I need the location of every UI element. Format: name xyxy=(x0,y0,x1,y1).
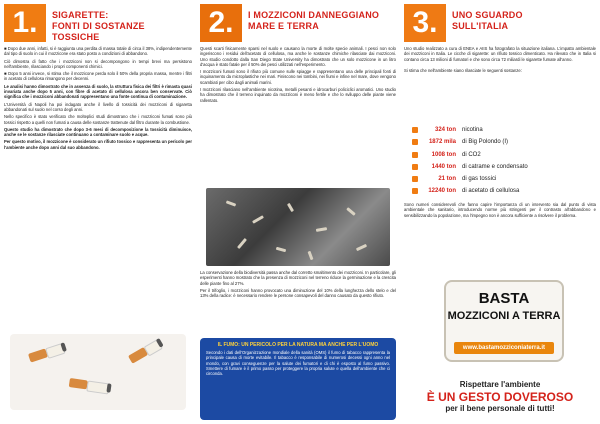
section-body xyxy=(4,46,192,152)
butts-on-ground-photo xyxy=(206,188,390,266)
column-italia xyxy=(404,4,596,420)
list-item: 12240 ton di acetato di cellulosa xyxy=(426,185,596,197)
footer-slogan xyxy=(404,380,596,414)
paragraph: Questo studio ha dimostrato che dopo 3-6 mesi di decomposizione la tossicità diminuisce, anche se le sostanze rilasciate continuano a contaminare suolo e acque. xyxy=(4,126,192,138)
intro-paragraph: Uno studio realizzato a cura di ENEA e AIIS ha fotografato la situazione italiana. L'impatto ambientale dei mozziconi in Italia. Le cicche di sigarette: un rifiuto tossico dimenticato. Ha rilevato che in Italia si contano circa 13 milioni di fumatori e che sono circa 72 miliardi le sigarette fumate all'anno. xyxy=(404,46,596,62)
column-sigarette xyxy=(4,4,192,420)
title-line-1: UNO SGUARDO xyxy=(452,10,523,20)
title-line-1: SIGARETTE: xyxy=(52,10,109,20)
title-line-2: MARE E TERRA xyxy=(248,21,319,31)
section-header-3 xyxy=(404,4,596,42)
paragraph: ■ Dopo due anni, infatti, si è raggiunta una perdita di massa totale di circa il 38%, indipendentemente dal tipo di suolo in cui il mozzicone era stato posto a condizioni di abbandono. xyxy=(4,46,192,57)
list-item: 21 ton di gas tossici xyxy=(426,173,596,185)
section-body xyxy=(404,46,596,75)
paragraph: La conservazione della biodiversità passa anche dal corretto smaltimento dei mozziconi. In particolare, gli esperimenti hanno mostrato che la presenza di mozziconi nel terreno riduce la germinazione e la crescita delle piante fino al 27%. xyxy=(200,270,396,286)
outro-body xyxy=(404,202,596,220)
paragraph: Nello specifico è stato verificato che molteplici studi dimostrano che i mozziconi fumati sono più tossici rispetto a quelli non fumati a causa delle sostanze trattenute dal filtro durante la combustione. xyxy=(4,114,192,125)
list-item: 324 ton nicotina xyxy=(426,124,596,136)
title-line-1: I MOZZICONI DANNEGGIANO xyxy=(248,10,380,20)
cigarette-butts-image xyxy=(10,334,186,410)
list-intro: Si stima che nell'ambiente siano rilasciate le seguenti sostanze: xyxy=(404,67,522,73)
slogan-line-1: Rispettare l'ambiente xyxy=(459,380,541,389)
list-item: 1008 ton di CO2 xyxy=(426,149,596,161)
paragraph: Questi scarti fisicamente sparsi nel suolo e causano la morte di molte specie animali. I pesci non solo ingeriscono i residui dell'acetato di cellulosa, ma anche le sostanze chimiche rilasciate dai mozziconi. Uno studio condotto dalla San Diego State University ha dimostrato che un solo mozzicone in un litro d'acqua è stato fatale per il 50% dei pesci utilizzati nell'esperimento. xyxy=(200,46,396,67)
substances-list xyxy=(426,124,596,198)
list-item: 1872 mila di Big Polondo (I) xyxy=(426,136,596,148)
section-header-1 xyxy=(4,4,192,42)
campaign-badge xyxy=(444,280,564,362)
section-title xyxy=(452,10,596,32)
badge-title: BASTA xyxy=(478,290,530,307)
section-header-2 xyxy=(200,4,396,42)
paragraph: L'Università di Napoli ha poi indagato anche il livello di tossicità dei mozziconi di sigaretta abbandonati sul suolo nel corso degli anni. xyxy=(4,101,192,112)
column-mozziconi xyxy=(200,4,396,420)
paragraph: Le analisi hanno dimostrato che in assenza di suolo, la struttura fisica dei filtri è rimasta quasi invariata anche dopo 5 anni, con fibre di acetato di cellulosa ancora ben conservate. Ciò significa che i mozziconi abbandonati rappresentano una fonte continua di contaminazione. xyxy=(4,83,192,100)
title-line-2: SULL'ITALIA xyxy=(452,21,509,31)
paragraph: I mozziconi fumati sono il rifiuto più comune sulle spiagge e rappresentano una delle principali fonti di inquinamento da microplastiche nei mari. Finiscono nei tombini, nei fiumi e infine nel mare, dove vengono scambiati per cibo dagli animali marini. xyxy=(200,69,396,85)
section-body-2 xyxy=(200,270,396,300)
section-number: 3. xyxy=(404,4,446,42)
paragraph: Per il trifoglio, i mozziconi hanno provocato una diminuzione del 10% della lunghezza dello stelo e del 13% della radice: è necessario rendere le persone consapevoli del danno causato da questo rifiuto. xyxy=(200,287,396,299)
list-item: 1440 ton di catrame e condensato xyxy=(426,161,596,173)
slogan-line-2: È UN GESTO DOVEROSO xyxy=(426,390,574,404)
paragraph: I mozziconi rilasciano nell'ambiente nicotina, metalli pesanti e idrocarburi policiclici aromatici. Uno studio ha dimostrato che il terreno inquinato da mozziconi è meno fertile e che lo sviluppo delle piante viene rallentato. xyxy=(200,87,396,103)
section-title xyxy=(52,10,192,43)
paragraph: ■ Dopo 5 anni invece, si stima che il mozzicone perda solo il 50% della propria massa, mentre i filtri in acetato di cellulosa rimangono per decenni. xyxy=(4,71,192,82)
campaign-url-link[interactable]: www.bastamozziconiaterra.it xyxy=(454,342,554,354)
section-body xyxy=(200,46,396,105)
outro-paragraph: Sono numeri considerevoli che fanno capire l'importanza di un intervento sia dal punto di vista ambientale che sanitario, introducendo norme più stringenti per il contrasto all'abbandono e sensibilizzando la popolazione, ma l'impegno non è ancora sufficiente a risolvere il problema. xyxy=(404,202,596,218)
health-info-box xyxy=(200,338,396,420)
section-number: 2. xyxy=(200,4,242,42)
section-title xyxy=(248,10,396,32)
box-text: Secondo i dati dell'Organizzazione mondiale della sanità (OMS) il fumo di tabacco rappresenta la principale causa di morte evitabile. Il tabacco è responsabile di numerosi decessi ogni anno nel mondo, con gravi conseguenze per la salute dei fumatori e di chi è esposto al fumo passivo. Smettere di fumare è il primo passo per proteggere la propria salute e quella dell'ambiente che ci circonda. xyxy=(206,350,390,377)
title-line-2: FONTI DI SOSTANZE TOSSICHE xyxy=(52,21,145,42)
box-title: IL FUMO: UN PERICOLO PER LA NATURA MA ANCHE PER L'UOMO xyxy=(217,342,379,348)
slogan-line-3: per il bene personale di tutti! xyxy=(445,404,555,413)
section-number: 1. xyxy=(4,4,46,42)
badge-subtitle: MOZZICONI A TERRA xyxy=(447,310,561,322)
paragraph: Ciò dimostra di fatto che i mozziconi non si decompongono in tempi brevi ma persistono nell'ambiente, rilasciando i propri componenti chimici. xyxy=(4,58,192,69)
paragraph: Per questo motivo, il mozzicone è considerato un rifiuto tossico e rappresenta un pericolo per l'ambiente anche dopo anni dal suo abbandono. xyxy=(4,139,192,150)
